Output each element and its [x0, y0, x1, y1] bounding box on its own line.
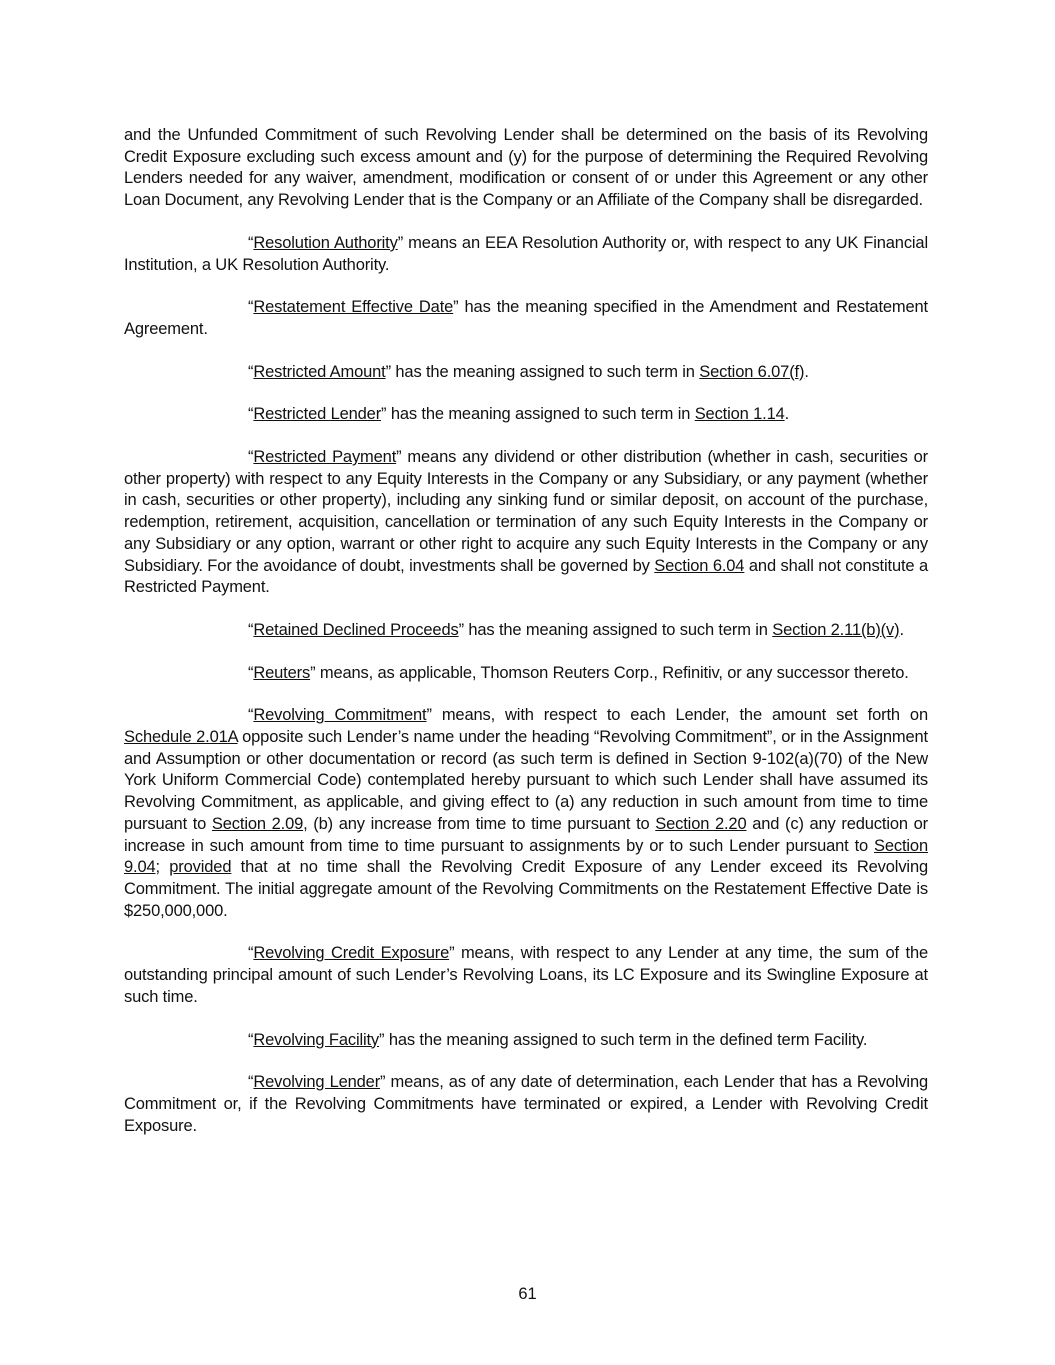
- defined-term: Restricted Lender: [253, 405, 382, 424]
- paragraph-text: “: [248, 1073, 254, 1092]
- paragraph-text: ;: [155, 858, 170, 877]
- definition-paragraph: [124, 297, 928, 340]
- paragraph-text: and (c) any reduction or increase in such amount from time to time pursuant to assignments by or to such Lender pursuant to: [124, 814, 928, 855]
- continuation-paragraph: [124, 125, 928, 212]
- definition-paragraph: [124, 663, 928, 685]
- cross-reference: Section 6.04: [654, 556, 745, 575]
- paragraph-text: “: [248, 448, 254, 467]
- cross-reference: Section 2.11(b)(v): [772, 620, 900, 639]
- cross-reference: Section 2.20: [655, 814, 747, 833]
- defined-term: Revolving Credit Exposure: [253, 944, 450, 963]
- cross-reference: Section 2.09: [211, 814, 304, 833]
- paragraph-text: .: [784, 405, 790, 424]
- paragraph-text: , (b) any increase from time to time pursuant to: [303, 814, 656, 833]
- definition-paragraph: [124, 1030, 928, 1052]
- paragraph-text: and the Unfunded Commitment of such Revolving Lender shall be determined on the basis of its Revolving Credit Exposure excluding such excess amount and (y) for the purpose of determining the Required Revolving Lenders needed for any waiver, amendment, modification or consent of or under this Agreement or any other Loan Document, any Revolving Lender that is the Company or an Affiliate of the Company shall be disregarded.: [124, 126, 928, 210]
- paragraph-text: and shall not constitute a Restricted Payment.: [124, 556, 929, 597]
- defined-term: Revolving Facility: [253, 1030, 380, 1049]
- document-body: [124, 125, 928, 1158]
- defined-term: Resolution Authority: [253, 233, 398, 252]
- paragraph-text: ” means any dividend or other distribution (whether in cash, securities or other property) with respect to any Equity Interests in the Company or any Subsidiary, or any payment (whether in cash, securities or other property), including any sinking fund or similar deposit, on account of the purchase, redemption, retirement, acquisition, cancellation or termination of any such Equity Interests in the Company or any Subsidiary or any option, warrant or other right to acquire any such Equity Interests in the Company or any Subsidiary. For the avoidance of doubt, investments shall be governed by: [124, 448, 928, 575]
- definition-paragraph: [124, 404, 928, 426]
- paragraph-text: ” has the meaning assigned to such term in the defined term Facility.: [379, 1030, 868, 1049]
- paragraph-text: “: [248, 706, 254, 725]
- paragraph-text: “: [248, 405, 254, 424]
- paragraph-text: “: [248, 663, 254, 682]
- paragraph-text: ” means an EEA Resolution Authority or, with respect to any UK Financial Institution, a UK Resolution Authority.: [124, 233, 928, 274]
- paragraph-text: ” means, with respect to each Lender, the amount set forth on: [426, 706, 928, 725]
- definition-paragraph: [124, 447, 928, 599]
- cross-reference: Section 9.04: [124, 836, 928, 877]
- paragraph-text: ” has the meaning specified in the Amendment and Restatement Agreement.: [124, 298, 928, 338]
- defined-term: Restatement Effective Date: [253, 298, 454, 317]
- paragraph-text: that at no time shall the Revolving Credit Exposure of any Lender exceed its Revolving Commitment. The initial aggregate amount of the Revolving Commitments on the Restatement Effective Date is $250,000,000.: [124, 858, 928, 920]
- definition-paragraph: [124, 1072, 928, 1137]
- paragraph-text: ” has the meaning assigned to such term in: [381, 405, 695, 424]
- definition-paragraph: [124, 943, 928, 1008]
- defined-term: Retained Declined Proceeds: [253, 620, 459, 639]
- defined-term: Restricted Payment: [253, 448, 397, 467]
- paragraph-text: ” has the meaning assigned to such term in: [385, 362, 700, 381]
- defined-term: Restricted Amount: [253, 362, 386, 381]
- defined-term: Reuters: [253, 663, 311, 682]
- paragraph-text: “: [248, 298, 254, 317]
- paragraph-text: “: [248, 362, 254, 381]
- paragraph-text: .: [804, 362, 809, 381]
- paragraph-text: ” means, as applicable, Thomson Reuters Corp., Refinitiv, or any successor thereto.: [310, 663, 909, 682]
- paragraph-text: ” means, with respect to any Lender at any time, the sum of the outstanding principal amount of such Lender’s Revolving Loans, its LC Exposure and its Swingline Exposure at such time.: [124, 944, 928, 1006]
- cross-reference: Section 1.14: [694, 405, 785, 424]
- paragraph-text: .: [899, 620, 904, 639]
- definition-paragraph: [124, 233, 928, 276]
- paragraph-text: “: [248, 620, 254, 639]
- cross-reference: provided: [169, 858, 232, 877]
- page-number: 61: [518, 1285, 537, 1303]
- paragraph-text: ” means, as of any date of determination, each Lender that has a Revolving Commitment or, if the Revolving Commitments have terminated or expired, a Lender with Revolving Credit Exposure.: [124, 1073, 929, 1135]
- defined-term: Revolving Lender: [253, 1073, 381, 1092]
- paragraph-text: opposite such Lender’s name under the heading “Revolving Commitment”, or in the Assignment and Assumption or other documentation or record (as such term is defined in Section 9-102(a)(70) of the New York Uniform Commercial Code) contemplated hereby pursuant to which such Lender shall have assumed its Revolving Commitment, as applicable, and giving effect to (a) any reduction in such amount from time to time pursuant to: [124, 728, 928, 833]
- definition-paragraph: [124, 705, 928, 922]
- cross-reference: Section 6.07(f): [699, 362, 805, 381]
- definition-paragraph: [124, 620, 928, 642]
- paragraph-text: “: [248, 233, 254, 252]
- paragraph-text: ” has the meaning assigned to such term in: [458, 620, 773, 639]
- paragraph-text: “: [248, 944, 254, 963]
- paragraph-text: “: [248, 1030, 254, 1049]
- definition-paragraph: [124, 362, 928, 384]
- defined-term: Revolving Commitment: [253, 706, 427, 725]
- cross-reference: Schedule 2.01A: [124, 728, 238, 747]
